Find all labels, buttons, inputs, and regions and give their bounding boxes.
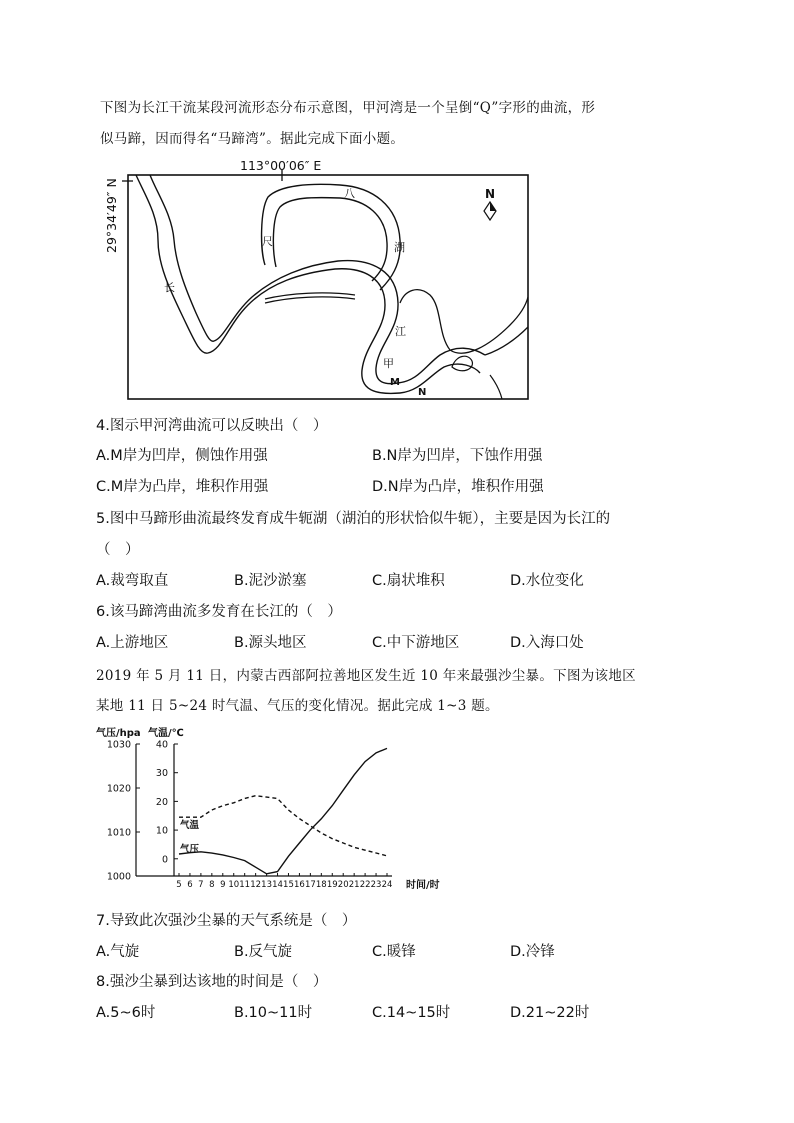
upper-loop-outer xyxy=(262,184,401,290)
river-bank-right xyxy=(150,175,485,384)
x-tick-label: 7 xyxy=(198,880,204,890)
x-tick-label: 19 xyxy=(326,880,338,890)
question-8-option-d: D.21~22时 xyxy=(510,1005,590,1021)
temperature-series-label: 气温 xyxy=(180,820,200,832)
question-8-stem: 强沙尘暴到达该地的时间是（ ） xyxy=(109,974,328,990)
question-5-stem-continued: （ ） xyxy=(96,542,140,558)
temperature-line xyxy=(179,796,387,856)
x-tick-label: 16 xyxy=(294,880,305,890)
bay-label-jia: 甲 xyxy=(383,357,394,370)
temp-tick-label: 30 xyxy=(155,768,168,780)
question-4-number: 4. xyxy=(96,418,110,434)
question-6 xyxy=(96,600,342,621)
question-6-option-a: A.上游地区 xyxy=(96,635,169,651)
question-6-option-b: B.源头地区 xyxy=(234,635,307,651)
x-tick-label: 21 xyxy=(348,880,360,890)
x-tick-label: 12 xyxy=(250,880,262,890)
question-5-stem: 图中马蹄形曲流最终发育成牛轭湖（湖泊的形状恰似牛轭），主要是因为长江的 xyxy=(109,511,611,527)
question-6-option-d: D.入海口处 xyxy=(510,635,584,651)
river-bank-left xyxy=(136,175,480,393)
temp-tick-label: 40 xyxy=(155,739,168,751)
question-4-stem: 图示甲河湾曲流可以反映出（ ） xyxy=(109,418,328,434)
longitude-label: 113°00′06″ E xyxy=(240,158,322,173)
question-6-option-c: C.中下游地区 xyxy=(372,635,460,651)
question-6-stem: 该马蹄湾曲流多发育在长江的（ ） xyxy=(109,604,342,620)
point-n-label: N xyxy=(418,387,427,398)
river-label-chi: 尺 xyxy=(262,235,273,248)
question-7-option-b: B.反气旋 xyxy=(234,944,293,960)
question-4 xyxy=(96,414,327,435)
temp-tick-label: 0 xyxy=(161,854,168,866)
question-8-option-a: A.5~6时 xyxy=(96,1005,156,1021)
x-tick-label: 20 xyxy=(337,880,349,890)
question-8-number: 8. xyxy=(96,974,110,990)
question-7 xyxy=(96,909,356,930)
weather-chart xyxy=(96,722,456,897)
question-7-option-c: C.暖锋 xyxy=(372,944,416,960)
intro-line-1: 下图为长江干流某段河流形态分布示意图，甲河湾是一个呈倒“Q”字形的曲流，形 xyxy=(100,100,596,116)
question-8 xyxy=(96,970,327,991)
pressure-tick-label: 1020 xyxy=(106,783,131,795)
x-tick-label: 22 xyxy=(359,880,371,890)
temp-tick-label: 20 xyxy=(155,796,168,808)
intro2-line-2: 某地 11 日 5~24 时气温、气压的变化情况。据此完成 1~3 题。 xyxy=(96,698,499,714)
pressure-tick-label: 1030 xyxy=(106,739,131,751)
chart-series xyxy=(179,748,387,873)
x-tick-label: 10 xyxy=(228,880,240,890)
chart-ylabel-temp: 气温/℃ xyxy=(148,728,184,739)
x-tick-label: 8 xyxy=(209,880,215,890)
chart-axes xyxy=(107,740,393,891)
question-4-option-c: C.M岸为凸岸，堆积作用强 xyxy=(96,479,269,495)
question-4-option-b: B.N岸为凹岸，下蚀作用强 xyxy=(372,448,543,464)
question-5-option-c: C.扇状堆积 xyxy=(372,573,445,589)
river-label-chang: 长 xyxy=(164,281,175,294)
intro-line-2: 似马蹄，因而得名“马蹄湾”。据此完成下面小题。 xyxy=(100,131,405,147)
question-7-stem: 导致此次强沙尘暴的天气系统是（ ） xyxy=(109,913,357,929)
x-tick-label: 11 xyxy=(239,880,251,890)
river-label-ba: 八 xyxy=(344,187,355,200)
upper-loop-inner xyxy=(273,198,387,281)
question-4-option-d: D.N岸为凸岸，堆积作用强 xyxy=(372,479,544,495)
pressure-line xyxy=(179,748,387,873)
x-tick-label: 24 xyxy=(381,880,393,890)
latitude-label: 29°34′49″ N xyxy=(104,178,119,253)
question-5-option-a: A.裁弯取直 xyxy=(96,573,169,589)
x-tick-label: 5 xyxy=(176,880,182,890)
x-tick-label: 17 xyxy=(304,880,316,890)
channel-line xyxy=(490,375,502,399)
pressure-series-label: 气压 xyxy=(180,844,200,855)
question-5 xyxy=(96,507,610,528)
question-5-option-d: D.水位变化 xyxy=(510,573,584,589)
x-tick-label: 14 xyxy=(272,880,283,890)
sandbar-bottom xyxy=(265,297,355,303)
question-7-option-d: D.冷锋 xyxy=(510,944,555,960)
x-tick-label: 23 xyxy=(370,880,382,890)
temp-tick-label: 10 xyxy=(155,825,168,837)
question-7-number: 7. xyxy=(96,913,110,929)
x-tick-label: 9 xyxy=(220,880,226,890)
river-map xyxy=(100,155,540,405)
north-label: N xyxy=(485,187,496,201)
question-7-option-a: A.气旋 xyxy=(96,944,140,960)
question-8-option-c: C.14~15时 xyxy=(372,1005,451,1021)
question-8-option-b: B.10~11时 xyxy=(234,1005,313,1021)
pressure-tick-label: 1000 xyxy=(106,871,131,883)
chart-xlabel: 时间/时 xyxy=(406,880,440,891)
question-6-number: 6. xyxy=(96,604,110,620)
x-tick-label: 15 xyxy=(283,880,294,890)
pressure-tick-label: 1010 xyxy=(106,827,131,839)
chart-ylabel-pressure: 气压/hpa xyxy=(96,728,141,739)
question-4-option-a: A.M岸为凹岸，侧蚀作用强 xyxy=(96,448,268,464)
question-5-number: 5. xyxy=(96,511,110,527)
x-tick-label: 6 xyxy=(187,880,193,890)
x-tick-label: 18 xyxy=(315,880,327,890)
x-tick-label: 13 xyxy=(261,880,272,890)
intro2-line-1: 2019 年 5 月 11 日，内蒙古西部阿拉善地区发生近 10 年来最强沙尘暴。下图为该地区 xyxy=(96,668,636,684)
point-m-label: M xyxy=(390,377,400,388)
question-5-option-b: B.泥沙淤塞 xyxy=(234,573,307,589)
river-label-jiang: 江 xyxy=(395,325,406,338)
river-label-hu: 湖 xyxy=(394,241,405,254)
